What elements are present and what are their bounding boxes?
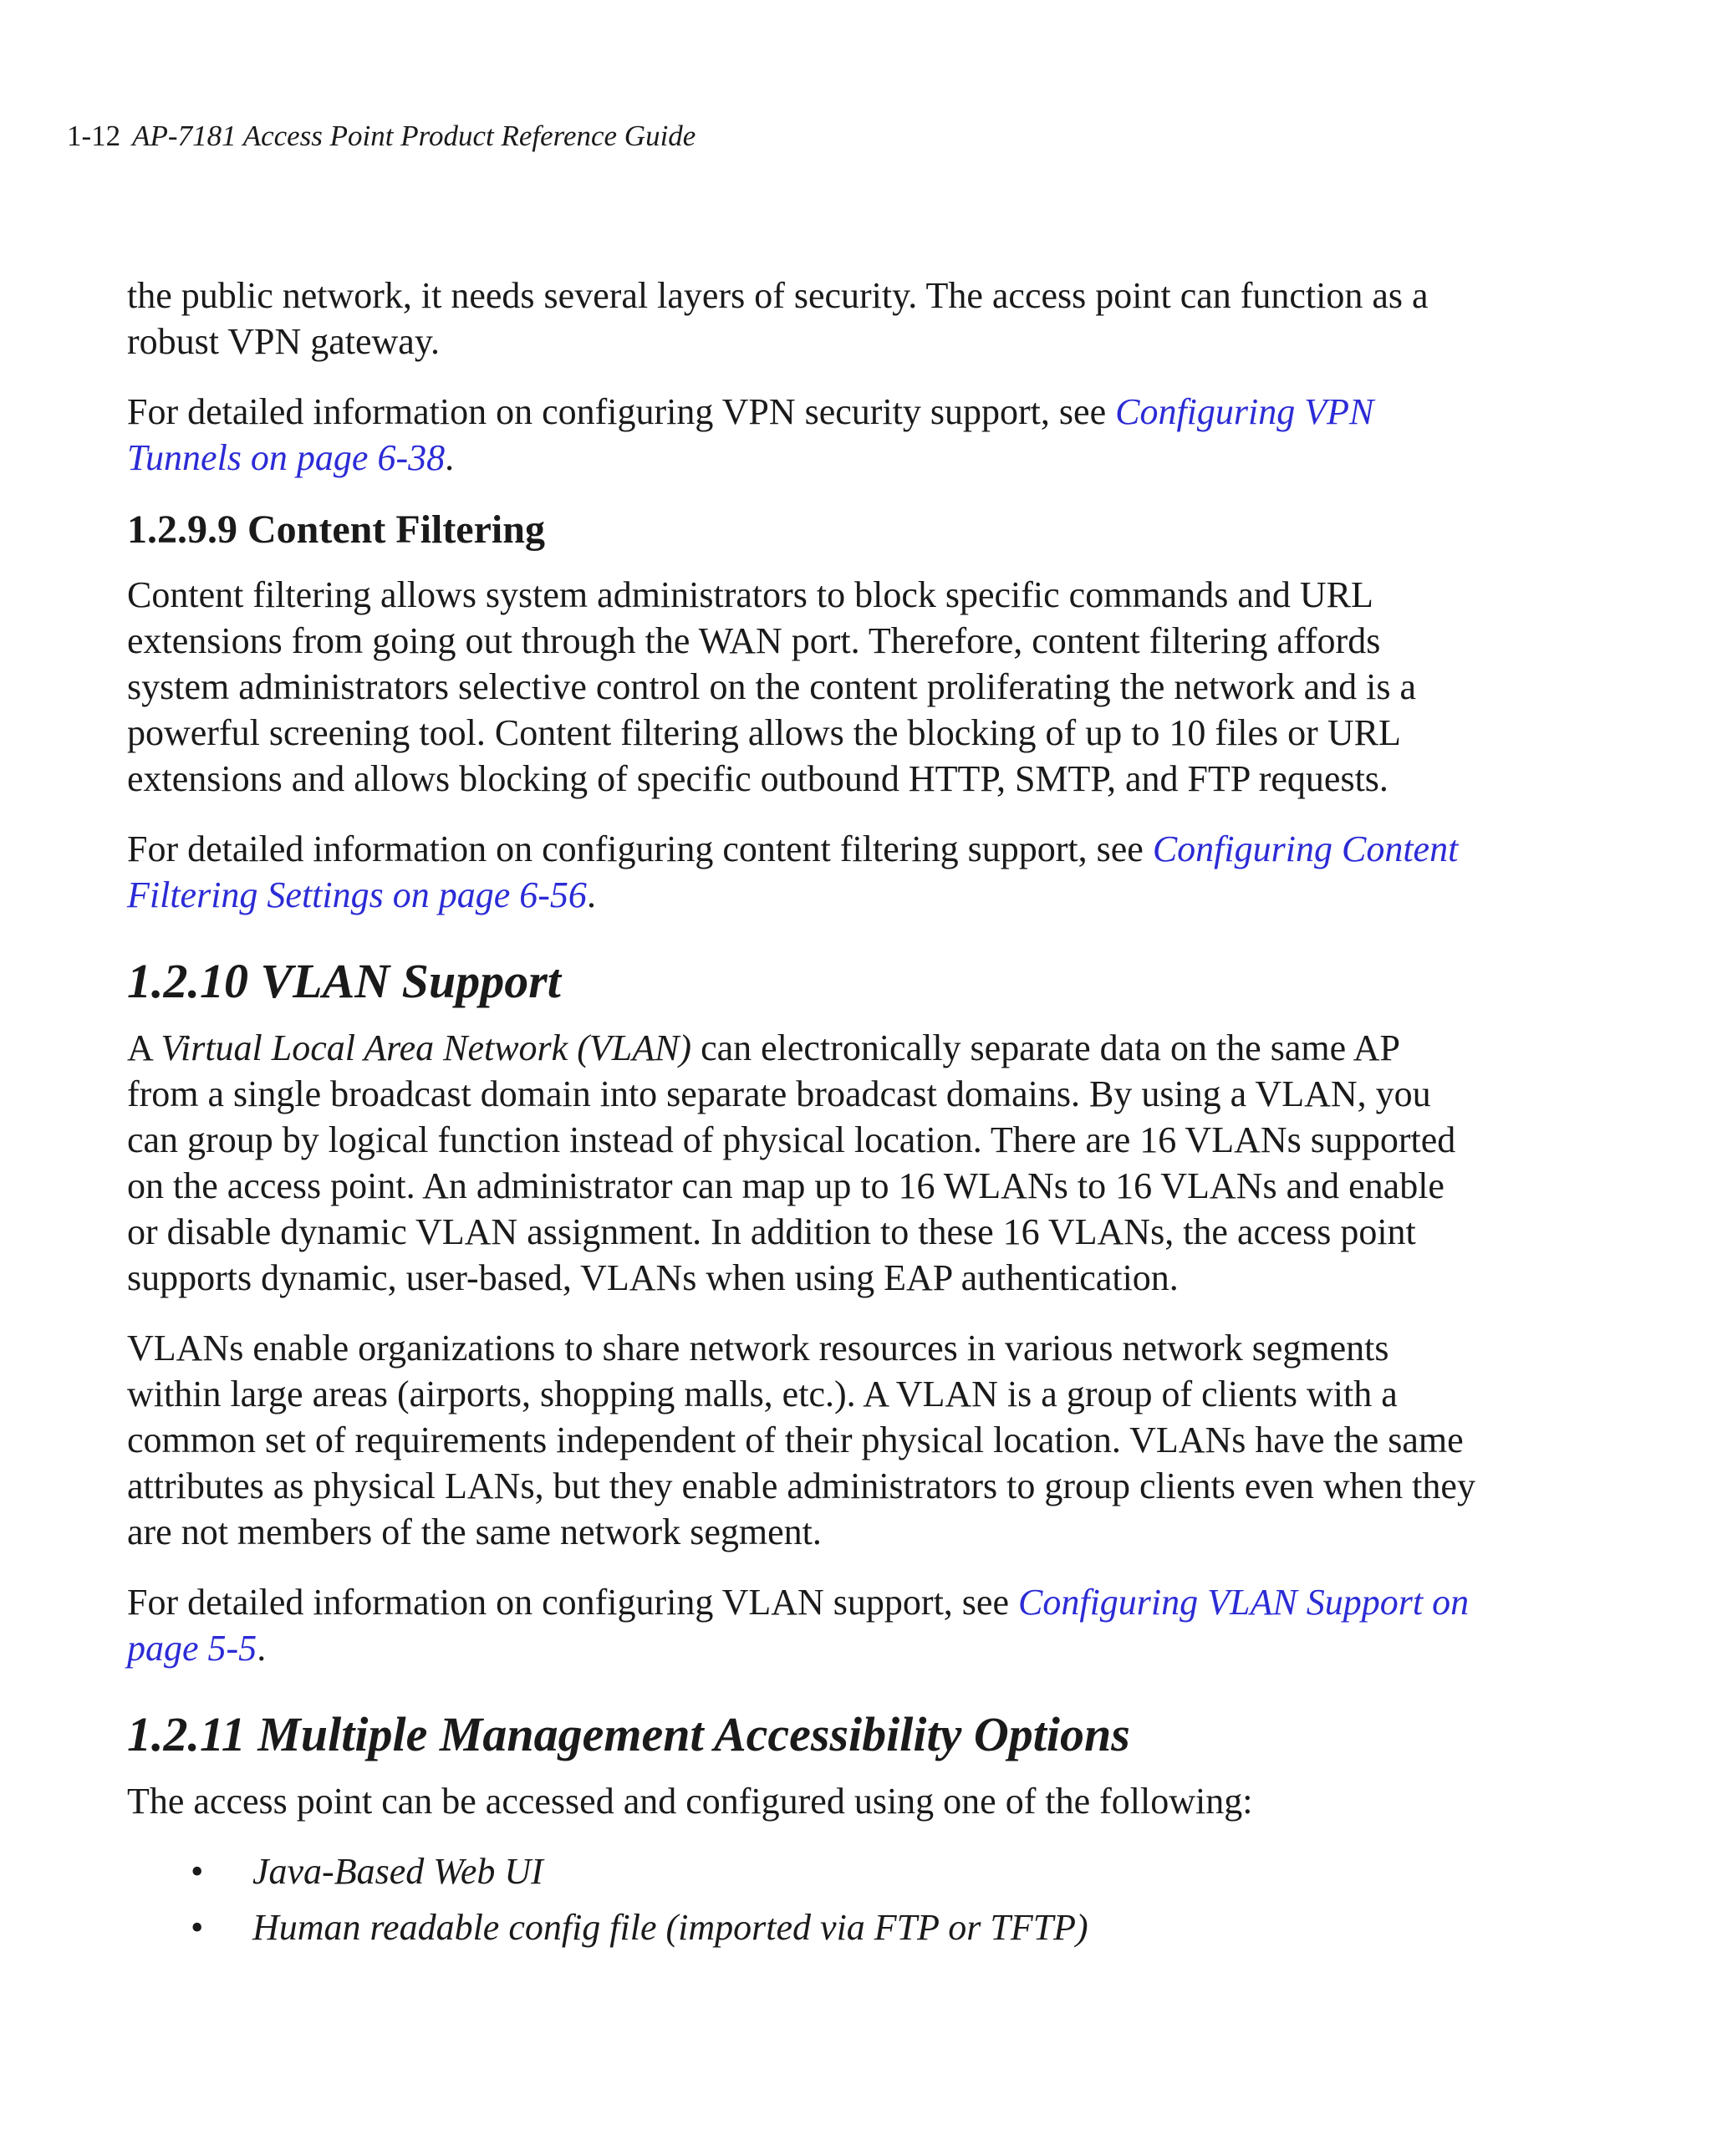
text-line: The access point can be accessed and configured using one of the following: [127, 1781, 1253, 1822]
text-line: the public network, it needs several layers of security. The access point can function as a [127, 275, 1429, 316]
text-line: on the access point. An administrator can map up to 16 WLANs to 16 VLANs and enable [127, 1165, 1444, 1206]
vpn-reference-paragraph [127, 389, 1531, 481]
content-filtering-link[interactable]: Configuring Content [1152, 828, 1459, 869]
list-item [127, 1904, 1531, 1950]
reference-prefix: For detailed information on configuring VLAN support, see [127, 1582, 1018, 1623]
vpn-tunnels-link-cont[interactable]: Tunnels on page 6-38 [127, 437, 446, 478]
management-intro [127, 1778, 1531, 1824]
text-fragment: can electronically separate data on the same AP [691, 1027, 1400, 1068]
text-line: can group by logical function instead of physical location. There are 16 VLANs supported [127, 1119, 1456, 1160]
reference-suffix: . [586, 874, 596, 915]
list-item [127, 1848, 1531, 1894]
text-line: common set of requirements independent of their physical location. VLANs have the same [127, 1419, 1464, 1460]
text-line: VLANs enable organizations to share network resources in various network segments [127, 1328, 1389, 1369]
content-filtering-link-cont[interactable]: Filtering Settings on page 6-56 [127, 874, 587, 915]
page-body [127, 273, 1531, 1960]
text-line: within large areas (airports, shopping malls, etc.). A VLAN is a group of clients with a [127, 1374, 1398, 1414]
vlan-support-heading: 1.2.10 VLAN Support [127, 954, 561, 1008]
vlan-reference-paragraph [127, 1579, 1531, 1671]
text-line: attributes as physical LANs, but they enable administrators to group clients even when they [127, 1465, 1475, 1506]
bullet-icon: • [191, 1907, 204, 1948]
management-options-list [127, 1848, 1531, 1950]
content-filtering-paragraph [127, 572, 1531, 802]
vlan-support-link[interactable]: Configuring VLAN Support on [1018, 1582, 1470, 1623]
vlan-paragraph-2 [127, 1325, 1531, 1555]
running-header [67, 120, 696, 153]
reference-suffix: . [445, 437, 455, 478]
content-filtering-heading: 1.2.9.9 Content Filtering [127, 507, 545, 552]
text-line: extensions from going out through the WAN port. Therefore, content filtering affords [127, 620, 1381, 661]
list-item-text: Java-Based Web UI [252, 1851, 543, 1892]
text-line: Content filtering allows system administrators to block specific commands and URL [127, 574, 1373, 615]
page-number: 1-12 [67, 120, 121, 152]
reference-prefix: For detailed information on configuring content filtering support, see [127, 828, 1153, 869]
text-line: supports dynamic, user-based, VLANs when using EAP authentication. [127, 1257, 1179, 1298]
vlan-support-link-cont[interactable]: page 5-5 [127, 1628, 257, 1669]
text-line: or disable dynamic VLAN assignment. In addition to these 16 VLANs, the access point [127, 1211, 1416, 1252]
text-line: are not members of the same network segment. [127, 1511, 822, 1552]
reference-suffix: . [257, 1628, 267, 1669]
text-line: from a single broadcast domain into separate broadcast domains. By using a VLAN, you [127, 1073, 1431, 1114]
management-options-heading: 1.2.11 Multiple Management Accessibility Options [127, 1707, 1130, 1761]
vpn-tunnels-link[interactable]: Configuring VPN [1115, 391, 1374, 432]
bullet-icon: • [191, 1851, 204, 1892]
reference-prefix: For detailed information on configuring VPN security support, see [127, 391, 1116, 432]
text-line: system administrators selective control on the content proliferating the network and is a [127, 666, 1417, 707]
content-filtering-reference-paragraph [127, 826, 1531, 918]
vlan-paragraph-1 [127, 1025, 1531, 1301]
intro-paragraph [127, 273, 1531, 364]
text-line: extensions and allows blocking of specific outbound HTTP, SMTP, and FTP requests. [127, 758, 1388, 799]
vlan-term: Virtual Local Area Network (VLAN) [160, 1027, 692, 1068]
text-line: robust VPN gateway. [127, 321, 440, 362]
list-item-text: Human readable config file (imported via FTP or TFTP) [252, 1907, 1088, 1948]
text-fragment: A [127, 1027, 161, 1068]
guide-title: AP-7181 Access Point Product Reference Guide [132, 120, 696, 152]
text-line: powerful screening tool. Content filtering allows the blocking of up to 10 files or URL [127, 712, 1401, 753]
